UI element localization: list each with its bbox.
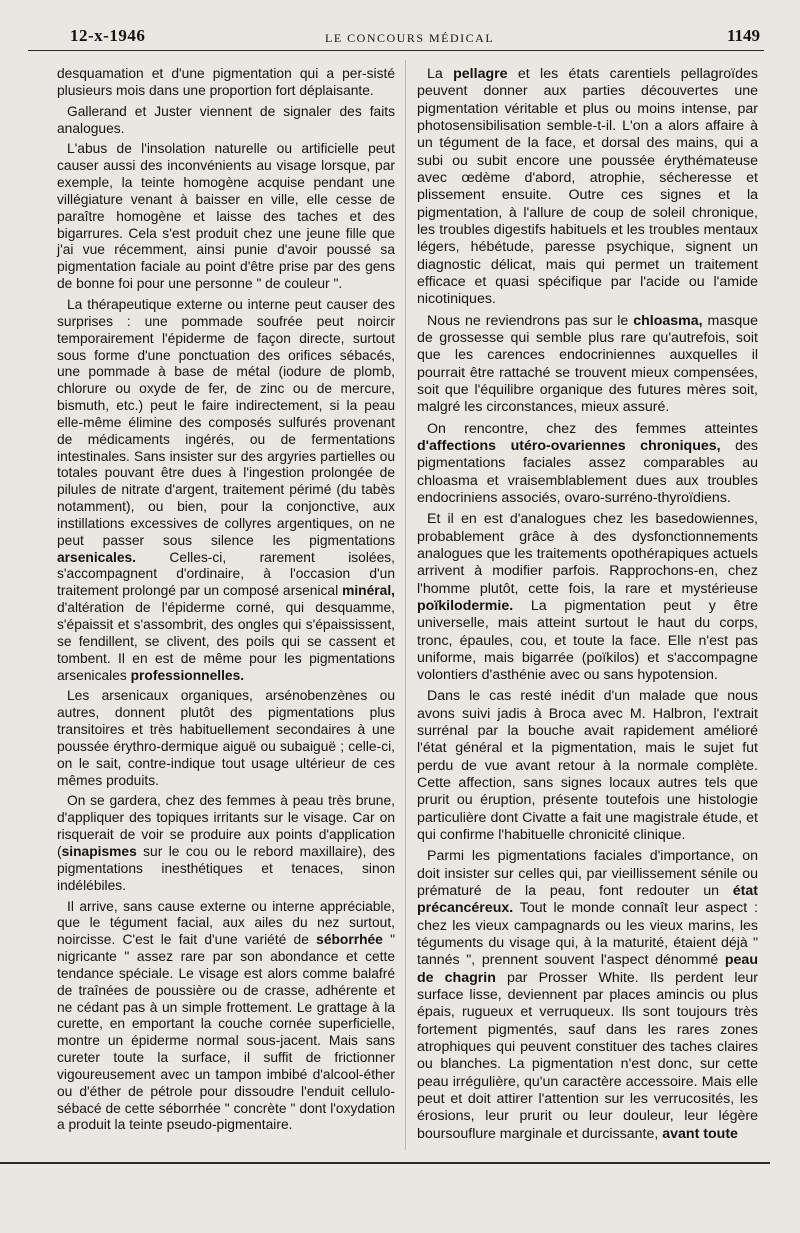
text-run: Parmi les pigmentations faciales d'importance, on doit insister sur celles qui, par vieillissement sénile ou prématuré de la peau, font redouter un	[417, 848, 758, 900]
paragraph	[57, 793, 395, 894]
text-run: Tout le monde connaît leur aspect : chez les vieux campagnards ou les vieux marins, les téguments du visage qui, à la maturité, étaient déjà " tannés ", prennent souvent l'aspect dénommé	[417, 900, 758, 969]
paragraph	[417, 511, 758, 684]
paragraph	[417, 848, 758, 1143]
paragraph	[57, 688, 395, 789]
bold-term: pellagre	[453, 66, 508, 82]
bold-term: avant toute	[662, 1125, 738, 1142]
bold-term: état précancéreux.	[417, 883, 758, 917]
right-column	[417, 66, 758, 1147]
text-run: et les états carentiels pellagroïdes peuvent donner aux parties découvertes une pigmentation véritable et plus ou moins intense, par photosensibilisation semble-t-il. L'on a alors affaire à un tégument de la face, et dorsal des mains, qui a subi ou subit encore une poussée érythémateuse avec œdème d'abord, atrophie, sécheresse et plissement ensuite. Outre ces signes et la pigmentation, à l'allure de coup de soleil chronique, les troubles digestifs habituels et les troubles mentaux légers, hébétude, paresse psychique, signent un diagnostic délicat, mais qui permet un traitement efficace et quasi spécifique par l'acide ou l'amide nicotiniques.	[417, 66, 758, 308]
text-run: L'abus de l'insolation naturelle ou artificielle peut causer aussi des inconvénients au visage lorsque, par exemple, la teinte homogène acquise pendant une villégiature venant à baisser en ville, elle cesse de paraître homogène et laisse des taches et des bigarrures. Cela s'est produit chez une jeune fille que j'ai vue récemment, ainsi punie d'avoir poussé sa pigmentation faciale au point d'être prise par des gens de bonne foi pour une personne " de couleur ".	[57, 141, 395, 292]
column-divider	[405, 60, 406, 1150]
text-run: La	[427, 66, 454, 82]
text-run: Nous ne reviendrons pas sur le	[427, 312, 634, 329]
text-run: La pigmentation peut y être universelle, mais atteint surtout le haut du corps, tronc, épaules, cou, et toute la face. Elle n'est pas uniforme, mais bigarrée (poïkilos) et s'accompagne volontiers d'asthénie avec ou sans hypotension.	[417, 597, 758, 684]
text-run: Dans le cas resté inédit d'un malade que nous avons suivi jadis à Broca avec M. Halbron, l'extrait surrénal par la bouche avait rapidement amélioré l'état général et la pigmentation, mais le sujet fut perdu de vue avant retour à la normale complète. Cette affection, sans signes locaux autres tels que prurit ou éruption, présente toutefois une histologie particulière dont Civatte a fait une magistrale étude, et qui confirme l'habituelle chronicité clinique.	[417, 688, 758, 844]
text-run: Et il en est d'analogues chez les basedowiennes, probablement grâce à des dysfonctionnements analogues que les traitements opothérapiques actuels arrivent à modifier parfois. Rapprochons-en, chez l'homme plutôt, cette fois, la rare et mystérieuse	[417, 511, 758, 597]
text-run: Celles-ci, rarement isolées, s'accompagnent d'ordinaire, à l'occasion d'un traitement prolongé par un composé arsenical	[57, 549, 395, 599]
paragraph	[57, 141, 395, 293]
text-run: La thérapeutique externe ou interne peut causer des surprises : une pommade soufrée peut noircir temporairement l'épiderme de façon directe, surtout sous forme d'une ponctuation des orifices sébacés, une pommade à base de métal (iodure de plomb, chlorure ou oxyde de fer, de zinc ou de mercure, bismuth, etc.) peut le faire indirectement, si la peau elle-même élimine des composés sulfurés provenant de médicaments ingérés, ou de fermentations intestinales. Sans insister sur des argyries partielles ou totales pouvant être dues à l'ingestion prolongée de pilules de nitrate d'argent, traitement périmé (du tabès notamment), ou bien, pour la conjonctive, aux instillations excessives de collyres argentiques, on ne peut passer sous silence les pigmentations	[57, 296, 395, 548]
bold-term: minéral,	[342, 583, 395, 599]
paragraph	[417, 313, 758, 417]
bold-term: professionnelles.	[130, 667, 245, 683]
text-run: masque de grossesse qui semble plus rare qu'autrefois, soit que les carences endocriniennes auxquelles il pourrait être rattaché se trouvent mieux compensées, soit que l'équilibre organique des futures mères soit, malgré les circonstances, mieux assuré.	[417, 312, 759, 416]
bold-term: séborrhée	[316, 932, 383, 948]
footer-rule	[0, 1162, 770, 1164]
left-column	[57, 66, 395, 1138]
paragraph	[417, 688, 758, 844]
running-header	[70, 22, 760, 50]
bold-term: arsenicales.	[57, 549, 137, 565]
bold-term: chloasma,	[633, 312, 703, 329]
paragraph	[417, 421, 758, 508]
page-number: 1149	[726, 26, 760, 45]
journal-title: LE CONCOURS MÉDICAL	[325, 31, 495, 45]
text-run: Il arrive, sans cause externe ou interne appréciable, que le tégument facial, aux ailes du nez surtout, noircisse. C'est le fait d'une variété de	[57, 898, 395, 948]
bold-term: poïkilodermie.	[417, 597, 514, 614]
header-rule	[28, 50, 764, 51]
paragraph	[57, 899, 395, 1135]
bold-term: d'affections utéro-ovariennes chroniques,	[417, 437, 721, 454]
paragraph	[57, 297, 395, 684]
paragraph	[57, 66, 395, 100]
text-run: d'altération de l'épiderme corné, qui desquamme, s'épaissit et s'assombrit, des ongles qui s'épaississent, se fendillent, se clivent, des poils qui se cassent et tombent. Il en est de même pour les pigmentations arsenicales	[57, 600, 395, 683]
text-run: On se gardera, chez des femmes à peau très brune, d'appliquer des topiques irritants sur le visage. Car on risquerait de voir se produire aux points d'application (	[57, 793, 395, 859]
text-run: sur le cou ou le rebord maxillaire), des pigmentations inesthétiques et tenaces, sinon indélébiles.	[57, 843, 395, 893]
text-run: des pigmentations faciales assez comparables au chloasma et vraisemblablement dues aux troubles endocriniens associés, ovaro-surréno-thyroïdiens.	[417, 437, 758, 506]
text-run: par Prosser White. Ils perdent leur surface lisse, deviennent par places amincis ou plus épais, rugueux et verruqueux. Ils sont toujours très fortement pigmentés, sauf dans les rares zones atrophiques qui peuvent constituer des taches claires ou blanches. La pigmentation n'est donc, sur cette peau irrégulière, qu'un caractère accessoire. Mais elle peut et doit attirer l'attention sur les verrucosités, les érosions, leur prurit ou leur douleur, leur légère boursouflure marginale et durcissante,	[417, 969, 758, 1142]
text-run: Les arsenicaux organiques, arsénobenzènes ou autres, donnent plutôt des pigmentations plus transitoires et très habituellement secondaires à une poussée érythro-dermique aiguë ou subaiguë ; celle-ci, on le sait, contre-indique tout usage ultérieur de ces mêmes produits.	[57, 688, 395, 788]
paragraph	[417, 66, 758, 309]
bold-term: peau de chagrin	[417, 952, 758, 986]
bold-term: sinapismes	[61, 843, 137, 859]
issue-date: 12-x-1946	[70, 26, 146, 45]
text-run: desquamation et d'une pigmentation qui a per-sisté plusieurs mois dans une proportion fort déplaisante.	[57, 66, 395, 98]
paragraph	[57, 104, 395, 138]
text-run: " nigricante " assez rare par son abondance et cette tendance spéciale. Le visage est alors comme balafré de traînées de poussière ou de crasse, adhérente et ne cédant pas à un simple frottement. Le grattage à la curette, en emportant la couche cornée superficielle, montre un épiderme normal sous-jacent. Mais sans cureter toute la surface, il suffit de frictionner vigoureusement avec un tampon imbibé d'alcool-éther ou d'éther de pétrole pour dissoudre l'enduit cellulo-sébacé de cette séborrhée " concrète " dont l'oxydation a produit la teinte pseudo-pigmentaire.	[57, 932, 395, 1133]
text-run: On rencontre, chez des femmes atteintes	[427, 420, 758, 437]
text-run: Gallerand et Juster viennent de signaler des faits analogues.	[57, 103, 395, 136]
